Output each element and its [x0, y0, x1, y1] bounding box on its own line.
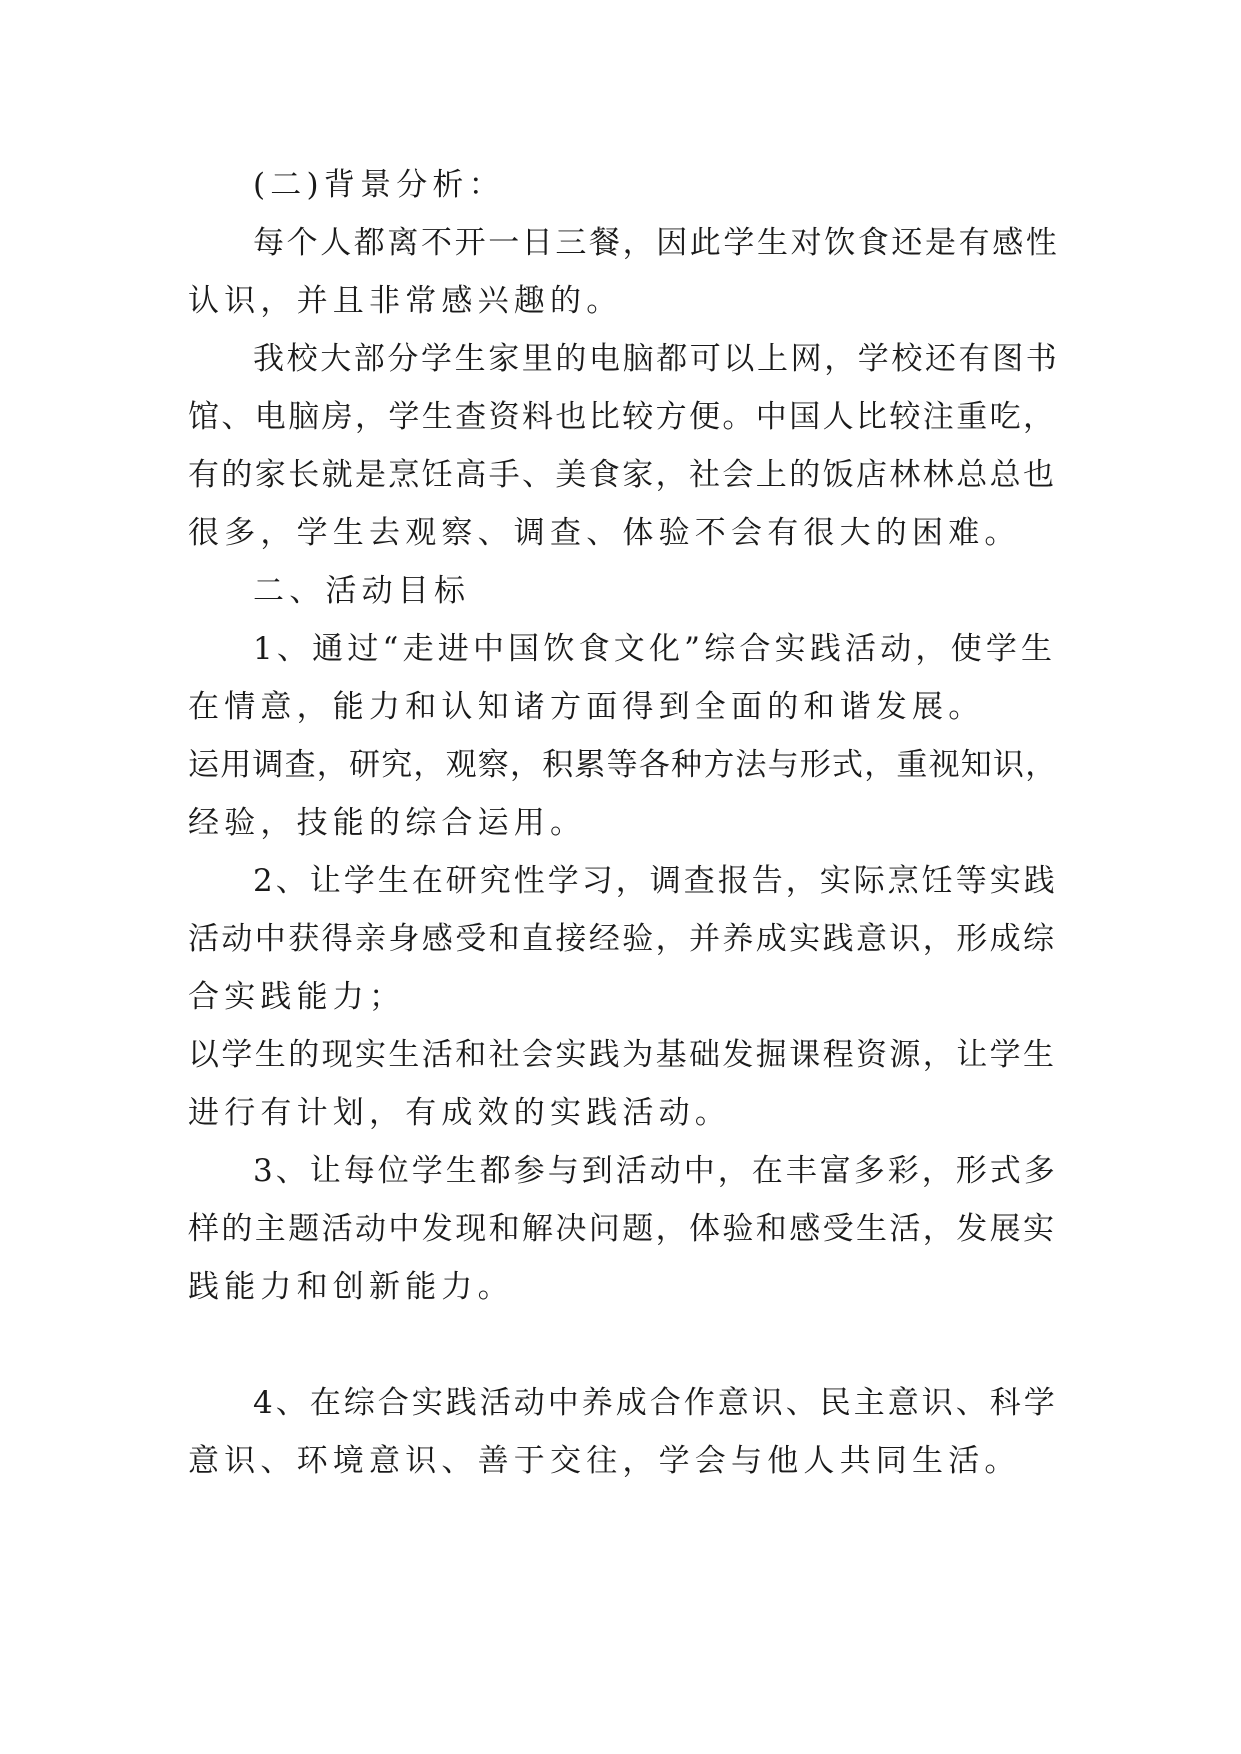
text-line: 有的家长就是烹饪高手、美食家，社会上的饭店林林总总也 [188, 457, 1057, 493]
text-line: 1、通过“走进中国饮食文化”综合实践活动，使学生 [253, 631, 1057, 667]
text-line: 认识，并且非常感兴趣的。 [188, 283, 623, 319]
text-line: 样的主题活动中发现和解决问题，体验和感受生活，发展实 [188, 1211, 1057, 1247]
text-line: 在情意，能力和认知诸方面得到全面的和谐发展。 [188, 689, 985, 725]
text-line: 每个人都离不开一日三餐，因此学生对饮食还是有感性 [253, 225, 1060, 261]
text-line: 运用调查，研究，观察，积累等各种方法与形式，重视知识， [188, 747, 1058, 783]
text-line: 合实践能力； [188, 979, 406, 1015]
text-line: 3、让每位学生都参与到活动中，在丰富多彩，形式多 [253, 1153, 1058, 1189]
text-line: 以学生的现实生活和社会实践为基础发掘课程资源，让学生 [188, 1037, 1057, 1073]
text-line: 我校大部分学生家里的电脑都可以上网，学校还有图书 [253, 341, 1060, 377]
text-line: 4、在综合实践活动中养成合作意识、民主意识、科学 [253, 1385, 1058, 1421]
section-heading-goals: 二、活动目标 [253, 573, 471, 609]
text-line: 进行有计划，有成效的实践活动。 [188, 1095, 731, 1131]
text-line: 意识、环境意识、善于交往，学会与他人共同生活。 [188, 1443, 1021, 1479]
text-line: 馆、电脑房，学生查资料也比较方便。中国人比较注重吃， [188, 399, 1057, 435]
text-line: 经验，技能的综合运用。 [188, 805, 587, 841]
text-line: 很多，学生去观察、调查、体验不会有很大的困难。 [188, 515, 1021, 551]
text-line: 践能力和创新能力。 [188, 1269, 514, 1305]
section-heading-background: (二)背景分析： [253, 167, 505, 203]
text-line: 2、让学生在研究性学习，调查报告，实际烹饪等实践 [253, 863, 1058, 899]
text-line: 活动中获得亲身感受和直接经验，并养成实践意识，形成综 [188, 921, 1057, 957]
